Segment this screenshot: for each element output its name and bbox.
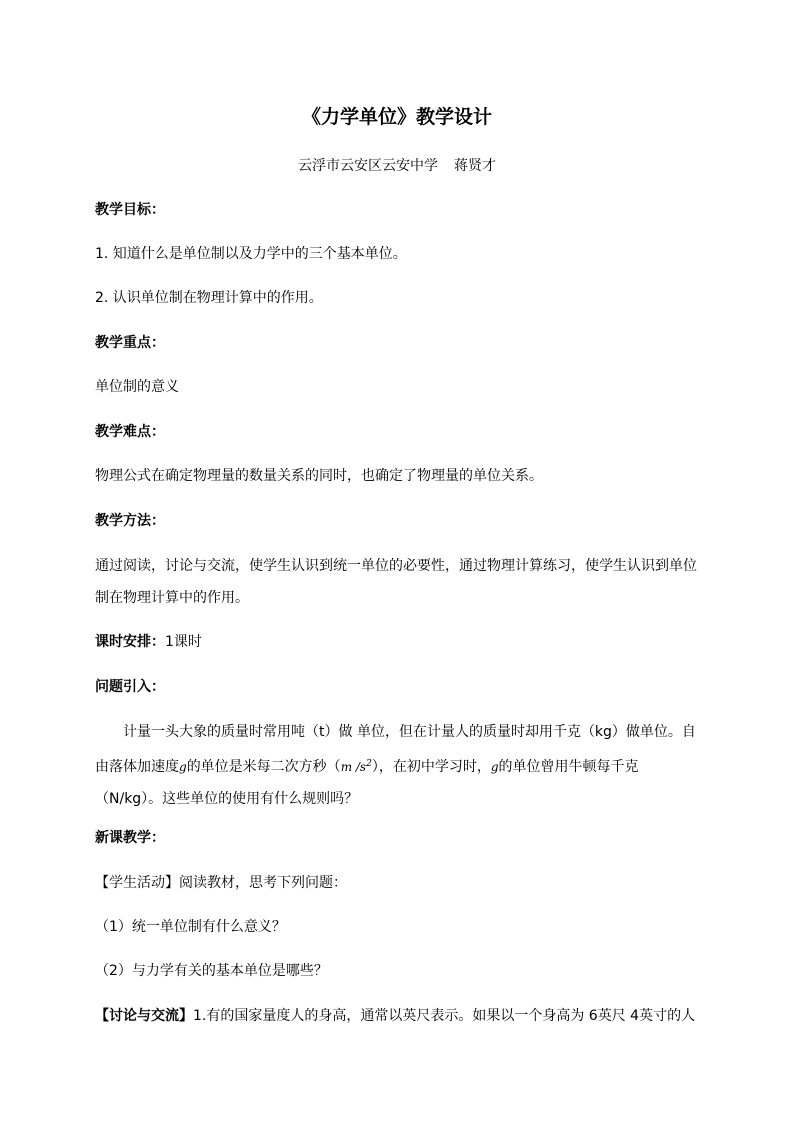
- goals-heading: 教学目标：: [95, 202, 165, 218]
- intro-heading: 问题引入：: [95, 679, 165, 695]
- difficulty-heading: 教学难点：: [95, 424, 165, 440]
- discussion-text: 1.有的国家量度人的身高，通常以英尺表示。如果以一个身高为 6英尺 4英寸的人: [193, 1008, 696, 1024]
- author-school: 云浮市云安区云安中学: [298, 158, 438, 174]
- method-heading: 教学方法：: [95, 513, 165, 529]
- intro-text-3: ），在初中学习时，: [371, 759, 491, 775]
- discussion-line: [95, 1005, 699, 1027]
- author-line: [0, 155, 794, 177]
- intro-text-1: 计量一头大象的质量时常用吨（t）做 单位，但在计量人的质量时却用千克（kg）做单位。自由落体加速度: [95, 724, 696, 775]
- discussion-tag: 【讨论与交流】: [95, 1008, 193, 1024]
- intro-text-4: 的单位曾用牛顿每千克（N/kg）。这些单位的使用有什么规则吗？: [95, 759, 639, 807]
- unit-exponent: 2: [366, 759, 372, 769]
- author-name: 蒋贤才: [454, 158, 496, 174]
- focus-text: 单位制的意义: [95, 379, 179, 395]
- schedule-text: 1课时: [165, 634, 202, 650]
- activity-tag: 【学生活动】: [95, 875, 179, 891]
- question-2: （2）与力学有关的基本单位是哪些？: [95, 963, 328, 979]
- unit-formula: [341, 760, 372, 774]
- goal-1: 1. 知道什么是单位制以及力学中的三个基本单位。: [95, 246, 407, 262]
- schedule-heading: 课时安排：: [95, 634, 165, 650]
- difficulty-text: 物理公式在确定物理量的数量关系的同时，也确定了物理量的单位关系。: [95, 468, 543, 484]
- activity-text: 阅读教材，思考下列问题：: [179, 875, 347, 891]
- schedule-line: [95, 631, 699, 653]
- method-text: 通过阅读，讨论与交流，使学生认识到统一单位的必要性，通过物理计算练习，使学生认识到单位制在物理计算中的作用。: [95, 558, 697, 606]
- gravity-symbol: g: [490, 760, 499, 774]
- document-title: 《力学单位》教学设计: [301, 106, 492, 128]
- goal-2: 2. 认识单位制在物理计算中的作用。: [95, 290, 323, 306]
- gravity-symbol: g: [179, 760, 187, 774]
- intro-paragraph: [95, 716, 699, 815]
- unit-base: m /s: [340, 760, 367, 774]
- activity-line: [95, 872, 699, 894]
- focus-heading: 教学重点：: [95, 335, 165, 351]
- question-1: （1）统一单位制有什么意义？: [95, 919, 286, 935]
- new-lesson-heading: 新课教学：: [95, 830, 165, 846]
- intro-text-2: 的单位是米每二次方秒（: [186, 759, 341, 775]
